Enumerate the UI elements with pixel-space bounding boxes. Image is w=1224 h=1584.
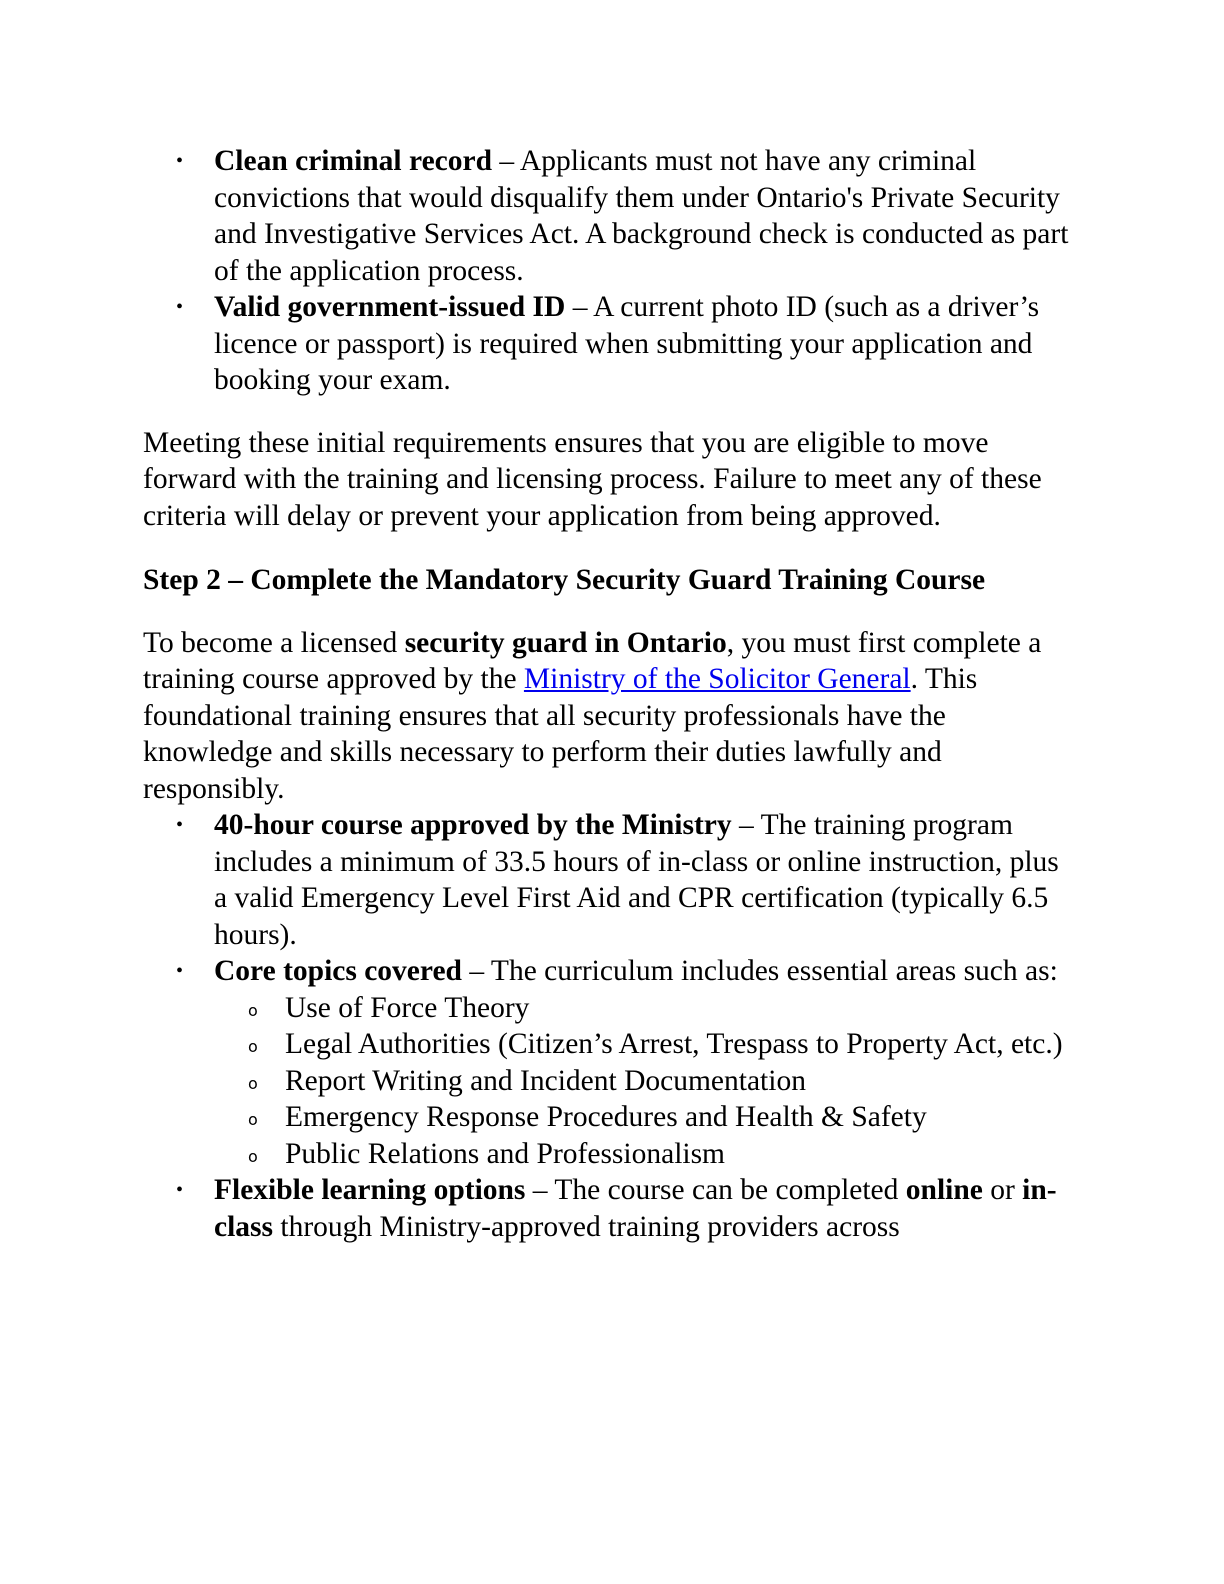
sublist-item (214, 990, 1073, 1027)
document-page (143, 143, 1073, 1245)
bullet-icon: • (176, 814, 184, 836)
sublist-item (214, 1136, 1073, 1173)
sublist-text: Public Relations and Professionalism (285, 1137, 726, 1170)
circle-bullet-icon: o (248, 1110, 258, 1129)
step-2-intro-paragraph (143, 625, 1073, 808)
item-text: – Applicants must not have any criminal convictions that would disqualify them under Ontario's Private Security and Investigative Services Act. A background check is conducted as part of the application process. (214, 145, 1069, 287)
item-title: Clean criminal record (214, 145, 493, 177)
circle-bullet-icon: o (248, 1037, 258, 1056)
list-item (143, 143, 1073, 289)
sublist-text: Emergency Response Procedures and Health & Safety (285, 1101, 927, 1133)
item-text: through Ministry-approved training providers across (273, 1210, 900, 1243)
step-2-heading: Step 2 – Complete the Mandatory Security Guard Training Course (143, 564, 986, 596)
list-item (143, 289, 1073, 399)
sublist-item (214, 1063, 1073, 1100)
intro-text: , you must first complete a training course approved by the (143, 626, 1042, 695)
bullet-icon: • (176, 960, 184, 982)
circle-bullet-icon: o (248, 1073, 258, 1093)
bullet-icon: • (176, 150, 184, 172)
item-title: Flexible learning options (214, 1174, 526, 1206)
item-title: 40-hour course approved by the Ministry (214, 809, 732, 841)
requirements-list (143, 143, 1073, 399)
list-item (143, 807, 1073, 953)
sublist-text: Use of Force Theory (285, 991, 530, 1024)
item-title: Valid government-issued ID (214, 291, 566, 323)
intro-bold: security guard in Ontario (404, 626, 727, 659)
sublist-item (214, 1026, 1073, 1063)
intro-text: To become a licensed (143, 626, 405, 659)
sublist-item (214, 1099, 1073, 1136)
item-text: or (982, 1174, 1023, 1206)
requirements-summary-paragraph: Meeting these initial requirements ensures that you are eligible to move forward with the training and licensing process. Failure to meet any of these criteria will delay or prevent your application from being approved. (143, 426, 1042, 532)
item-title: Core topics covered (214, 955, 462, 987)
ministry-link[interactable]: Ministry of the Solicitor General (523, 663, 911, 695)
bullet-icon: • (176, 1179, 184, 1201)
list-item (143, 953, 1073, 1172)
item-bold: in-class (214, 1174, 1057, 1243)
bullet-icon: • (176, 296, 184, 318)
circle-bullet-icon: o (248, 1146, 258, 1166)
item-text: – The course can be completed (525, 1174, 906, 1206)
sublist-text: Report Writing and Incident Documentation (285, 1064, 806, 1097)
sublist-text: Legal Authorities (Citizen’s Arrest, Trespass to Property Act, etc.) (285, 1028, 1063, 1060)
item-text: – The curriculum includes essential areas such as: (461, 955, 1058, 987)
item-bold: online (905, 1174, 983, 1206)
item-text: – A current photo ID (such as a driver’s licence or passport) is required when submitting your application and booking your exam. (214, 291, 1040, 396)
item-text: – The training program includes a minimum of 33.5 hours of in-class or online instruction, plus a valid Emergency Level First Aid and CPR certification (typically 6.5 hours). (214, 809, 1059, 951)
intro-text: . This foundational training ensures that all security professionals have the knowledge and skills necessary to perform their duties lawfully and responsibly. (143, 663, 978, 805)
circle-bullet-icon: o (248, 1000, 258, 1020)
core-topics-sublist (214, 990, 1073, 1173)
list-item (143, 1172, 1073, 1245)
training-list (143, 807, 1073, 1245)
